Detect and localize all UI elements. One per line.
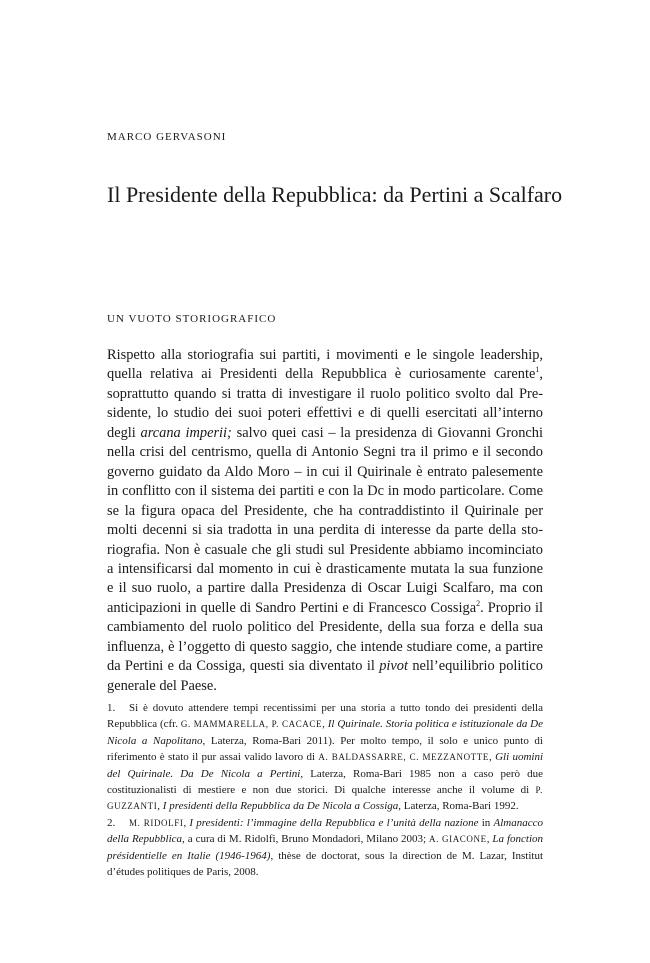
- footnotes: [107, 700, 543, 880]
- footnote-2: 2. M. RIDOLFI, I presidenti: l’immagine della Repubblica e l’unità della nazione in Almanacco della Repubblica, a cura di M. Ridolfi, Bruno Mondadori, Milano 2003; A. GIACONE, La fonction présidentielle en Italie (1946-1964), thèse de doctorat, sous la direction de M. Lazar, Institut d’études politiques de Paris, 2008.: [107, 816, 544, 879]
- section-heading: UN VUOTO STORIOGRAFICO: [107, 313, 277, 325]
- author-name: MARCO GERVASONI: [107, 131, 227, 143]
- footnote-ref-2[interactable]: 2: [476, 599, 481, 609]
- footnote-number: 2.: [107, 816, 116, 829]
- article-title: Il Presidente della Repubblica: da Pertini a Scalfaro: [107, 181, 563, 207]
- footnote-number: 1.: [107, 702, 116, 714]
- footnote-1: 1. Si è dovuto attendere tempi recentissimi per una storia a tutto tondo dei presidenti della Repubblica (cfr. G. MAMMARELLA, P. CACACE, Il Quirinale. Storia politica e istituzionale da De Nicola a Napolitano, Laterza, Roma-Bari 2011). Per molto tempo, il solo e unico punto di riferimento è stato il pur assai valido lavoro di A. BALDASSARRE, C. MEZZANOTTE, Gli uomini del Quirinale. Da De Nicola a Pertini, Laterza, Roma-Bari 1985 non a caso però due costituzionalisti di mestiere e non due storici. Di qualche interesse anche il volume di P. GUZZANTI, I presidenti della Repubblica da De Nicola a Cossiga, Laterza, Roma-Bari 1992.: [107, 702, 544, 813]
- body-text: [107, 346, 543, 696]
- body-paragraph: Rispetto alla storiografia sui partiti, i movimenti e le singole leadership, quella relativa ai Presidenti della Repubblica è curiosamente carente$^1$, soprattutto quando si tratta di investigare il ruolo politico svolto dal Presidente, lo studio dei suoi poteri effettivi e di quelli esercitati all’interno degli arcana imperii; salvo quei casi – la presidenza di Giovanni Gronchi nella crisi del centrismo, quella di Antonio Segni tra il primo e il secondo governo guidato da Aldo Moro – in cui il Quirinale è entrato palesemente in conflitto con il sistema dei partiti e con la Dc in modo particolare. Come se la figura opaca del Presidente, che ha contraddistinto il Quirinale per molti decenni si sia tradotta in una perdita di interesse da parte della storiografia. Non è casuale che gli studi sul Presidente abbiamo incominciato a intensificarsi dal momento in cui è drasticamente mutata la sua funzione e il suo ruolo, a partire dalla Presidenza di Oscar Luigi Scalfaro, ma con anticipazioni in quelle di Sandro Pertini e di Francesco Cossiga$^2$. Proprio il cambiamento del ruolo politico del Presidente, della sua forza e della sua influenza, è l’oggetto di questo saggio, che intende studiare come, a partire da Pertini e da Cossiga, questi sia diventato il pivot nell’equilibrio politico generale del Paese.: [107, 347, 544, 694]
- footnote-ref-1[interactable]: 1: [535, 365, 540, 375]
